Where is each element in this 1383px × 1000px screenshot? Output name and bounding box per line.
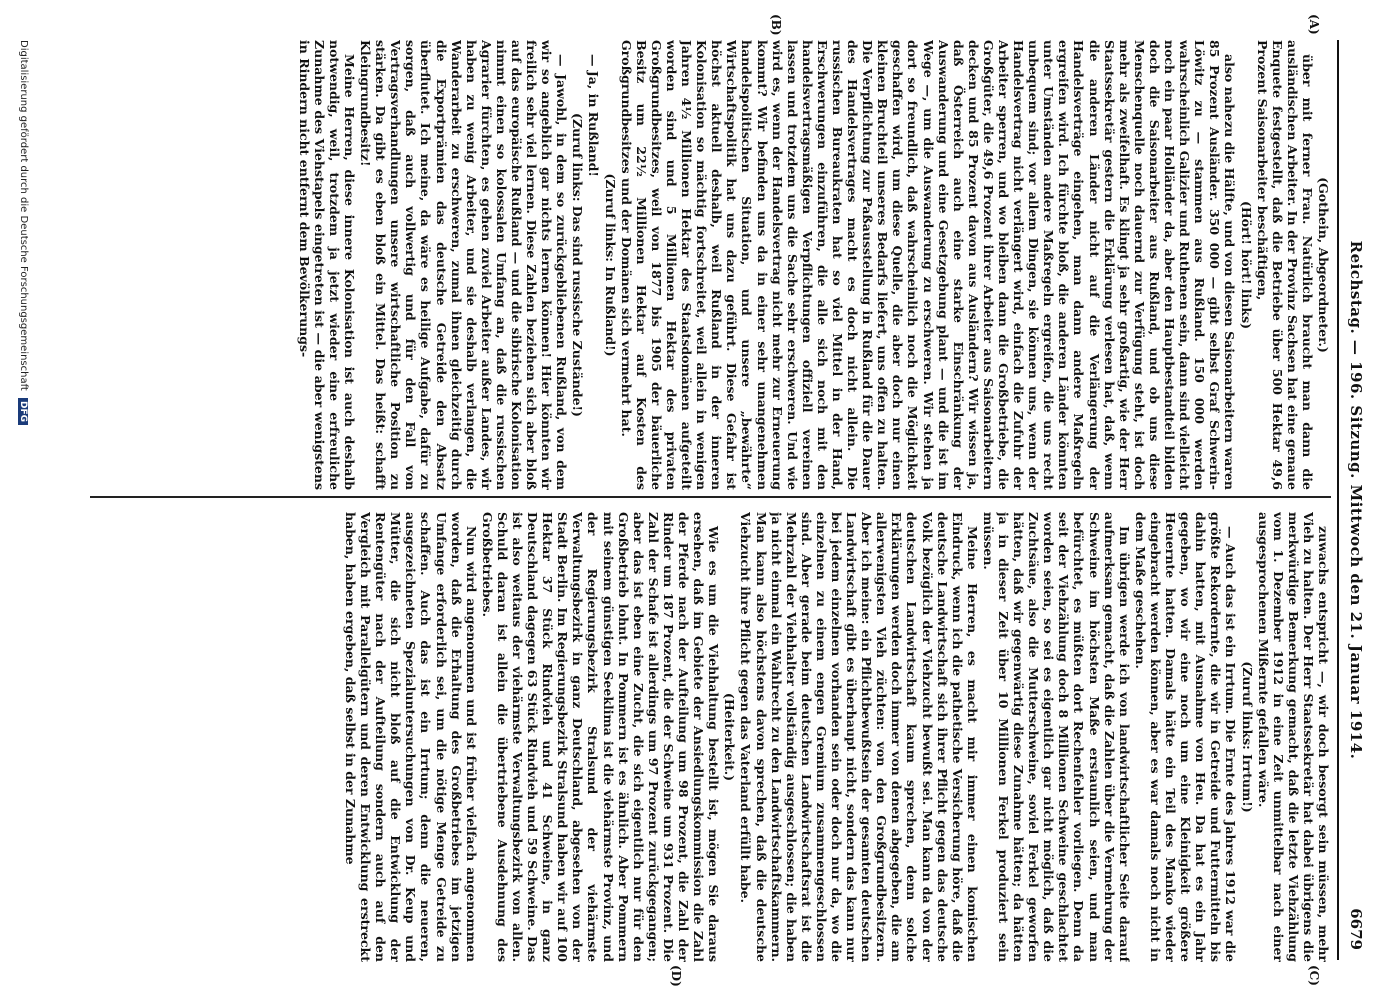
right-text-column — [90, 512, 1331, 962]
interjection: (Heiterkeit.) — [722, 692, 738, 782]
paragraph: Meine Herren, diese innere Kolonisation ist auch deshalb notwendig, weil, trotzdem ja jetzt wieder eine erfreuliche Zunahme des Viehstapels eingetreten ist — die aber wenigstens in Rindern nicht entfernt dem Bevölkerungs- — [296, 40, 357, 490]
left-text-column — [90, 40, 1331, 490]
paragraph: Meine Herren, es macht mir immer einen komischen Eindruck, wenn ich die pathetische Versicherung höre, daß die deutsche Landwirtschaft sich ihrer Pflicht gegen das deutsche Volk bezüglich der Viehzucht bewußt sei. Man kann da von der deutschen Landwirtschaft kaum sprechen, denn solche Erklärungen werden doch immer von denen abgegeben, die am allerwenigsten Vieh züchten: von den Großgrundbesitzern. Aber ich meine: ein Pflichtbewußtsein der gesamten deutschen Landwirtschaft gibt es überhaupt nicht, sondern das kann nur bei jedem einzelnen vorhanden sein oder doch nur da, wo die einzelnen zu einem engen Gremium zusammengeschlossen sind. Aber gerade beim deutschen Landwirtschaftsrat ist die Mehrzahl der Viehhalter vollständig ausgeschlossen; die haben ja nicht einmal ein Wahlrecht zu den Landwirtschaftskammern. Man kann also höchstens davon sprechen, daß die deutsche Viehzucht ihre Pflicht gegen das Vaterland erfüllt habe. — [738, 512, 980, 962]
interjection: (Hört! hört! links) — [1238, 200, 1254, 330]
footer-text: Digitalisierung gefördert durch die Deutsche Forschungsgemeinschaft — [18, 40, 29, 391]
paragraph: — Auch das ist ein Irrtum. Die Ernte des Jahres 1912 war die größte Rekordernte, die wir in Getreide und Futtermitteln bis dahin hatten, mit Ausnahme von Heu. Da hat es ein Jahr gegeben, wo wir eine noch um eine Kleinigkeit größere Heuernte hatten. Damals hätte ein Teil des Manko wieder eingebracht werden können, aber es war damals noch nicht in dem Maße geschehen. — [1132, 512, 1239, 962]
speaker-note: (Gothein, Abgeordneter.) — [1316, 177, 1331, 353]
interjection: (Zuruf links: In Rußland!) — [602, 173, 618, 357]
paragraph: zuwachs entspricht —, wir doch besorgt sein müssen, mehr Vieh zu halten. Der Herr Staatssekretär hat dabei übrigens die merkwürdige Bemerkung gemacht, daß die letzte Viehzählung vom 1. Dezember 1912 in eine Zeit unmittelbar nach einer ausgesprochenen Mißernte gefallen wäre. — [1255, 512, 1331, 962]
header-rule — [1337, 40, 1339, 960]
interjection: (Zuruf links: Das sind russische Zustände!) — [570, 113, 586, 417]
paragraph: Im übrigen werde ich von landwirtschaftlicher Seite darauf aufmerksam gemacht, daß die Zahlen über die Vermehrung der Schweine im höchsten Maße erstaunlich seien, und man befürchtet, es müßten dort Rechenfehler vorliegen. Denn da seit der Viehzählung doch 8 Millionen Schweine geschlachtet worden seien, so sei es eigentlich gar nicht möglich, daß die Zuchtsäue, also die Mutterschweine, soviel Ferkel geworfen hätten, daß wir gegenwärtig diese Zunahme hätten; da hätten ja in dieser Zeit über 10 Millionen Ferkel produziert sein müssen. — [980, 512, 1132, 962]
page-number: 6679 — [1347, 908, 1365, 950]
paragraph: Wie es um die Viehhaltung bestellt ist, mögen Sie daraus ersehen, daß im Gebiete der Ansiedlungskommission die Zahl der Pferde nach der Aufteilung um 98 Prozent, die Zahl der Rinder um 187 Prozent, die der Schweine um 931 Prozent. Die Zahl der Schafe ist allerdings um 97 Prozent zurückgegangen; aber das ist eben eine Zucht, die sich eigentlich nur für den Großbetrieb lohnt. In Pommern ist es ähnlich. Aber Pommern mit seinem günstigen Seeklima ist die viehärmste Provinz, und der Regierungsbezirk Stralsund der viehärmste Verwaltungsbezirk in ganz Deutschland, abgesehen von der Stadt Berlin. Im Regierungsbezirk Stralsund haben wir auf 100 Hektar 37 Stück Rindvieh und 41 Schweine, in ganz Deutschland dagegen 63 Stück Rindvieh und 59 Schweine. Das ist also weitaus der viehärmste Verwaltungsbezirk von allen. Schuld daran ist allein die übertriebene Ausdehnung des Großbetriebes. — [479, 512, 722, 962]
running-header: Reichstag. — 196. Sitzung. Mittwoch den 21. Januar 1914. — [1347, 240, 1365, 760]
paragraph: — Ja, in Rußland! — [586, 54, 602, 177]
paragraph: — Jawohl, in dem so zurückgebliebenen Rußland, von dem wir so angeblich gar nichts lernen können! Hier könnten wir freilich sehr viel lernen. Diese Zahlen beziehen sich aber bloß auf das europäische Rußland — und die sibirische Kolonisation nimmt einen so kolossalen Umfang an, daß die russischen Agrarier fürchten, es gehen zuviel Arbeiter außer Landes, wir haben zu wenig Arbeiter, und sie deshalb verlangen, die Wanderarbeit zu erschweren, zumal ihnen gleichzeitig durch die Exportprämien das deutsche Getreide den Absatz überflutet. Ich meine, da wäre es heilige Aufgabe, dafür zu sorgen, daß auch vollwertig und für den Fall von Vertragsverhandlungen unsere wirtschaftliche Position zu stärken. Da gibt es eben bloß ein Mittel. Das heißt: schafft Kleingrundbesitz! — [358, 40, 570, 490]
paragraph: über mit ferner Frau. Natürlich braucht man dann die ausländischen Arbeiter. In der Provinz Sachsen hat eine genaue Enquete festgestellt, daß die Betriebe über 500 Hektar 49,6 Prozent Saisonarbeiter beschäftigen, — [1254, 40, 1315, 490]
margin-mark-a: (A) — [1307, 14, 1321, 35]
margin-mark-c: (C) — [1307, 965, 1321, 986]
page-header — [1343, 40, 1365, 960]
paragraph: Nun wird angenommen und ist früher vielfach angenommen worden, daß die Erhaltung des Großbetriebes im jetzigen Umfange erforderlich sei, um die nötige Menge Getreide zu schaffen. Auch das ist ein Irrtum; denn die neueren, ausgezeichneten Spezialuntersuchungen von Dr. Keup und Mütter, die sich nicht bloß auf die Entwicklung der Rentengüter nach der Aufteilung sondern auch auf den Vergleich mit Parallelgütern und deren Entwicklung erstreckt haben, haben ergeben, daß selbst in der Zunahme — [343, 512, 479, 962]
dfg-logo-icon: DFG — [18, 398, 28, 425]
paragraph: also nahezu die Hälfte, und von diesen Saisonarbeitern waren 85 Prozent Ausländer. 350 000 — gibt selbst Graf Schwerin-Löwitz zu — stammen aus Rußland. 150 000 werden wahrscheinlich Galizier und Ruthenen sein, dann sind vielleicht noch ein paar Holländer da, aber den Hauptbestandteil bilden doch die Saisonarbeiter aus Rußland, und ob uns diese Menschenquelle noch dauernd zur Verfügung steht, ist doch mehr als zweifelhaft. Es klingt ja sehr großartig, wie der Herr Staatssekretär gestern die Erklärung verlesen hat, daß, wenn die anderen Länder nicht auf die Verlängerung der Handelsverträge eingehen, man dann andere Maßregeln ergreifen wird. Ich fürchte bloß, die anderen Länder könnten unter Umständen andere Maßregeln ergreifen, die uns recht unbequem sind; vor allem Dingen, sie können uns, wenn der Handelsvertrag nicht verlängert wird, einfach die Zufuhr der Arbeiter sperren, und wo bleiben dann die Großbetriebe, die Großgüter, die 49,6 Prozent ihrer Arbeiter aus Saisonarbeitern decken und 85 Prozent davon aus Ausländern? Wir wissen ja, daß Österreich auch eine starke Einschränkung der Auswanderung und eine Gesetzgebung plant — und die ist im Wege —, um die Auswanderung zu erschweren. Wir stehen ja dort so freundlich, daß wahrscheinlich noch die Möglichkeit geschaffen wird, um diese Quelle, die aber doch nur einen kleinen Bruchteil unseres Bedarfs liefert, uns offen zu halten. Die Verpflichtung zur Paßausstellung in Rußland für die Dauer des Handelsvertrages macht es doch nicht allein. Die russischen Bureaukraten hat so viel Mittel in der Hand, Erschwerungen einzuführen, die alle sich noch mit den handelsvertragsmäßigen Verpflichtungen offiziell vereinen lassen und trotzdem uns die Sache sehr erschweren. Und wie wird es, wenn der Handelsvertrag nicht mehr zur Erneuerung kommt? Wir befinden uns da in einer sehr unangenehmen handelspolitischen Situation, und unsere „bewährte“ Wirtschaftspolitik hat uns dazu geführt. Diese Gefahr ist höchst aktuell deshalb, weil Rußland in der inneren Kolonisation so mächtig fortschreitet, weil allein in wenigen Jahren 4½ Millionen Hektar des Staatsdomänen aufgeteilt worden sind und 5 Millionen Hektar des privaten Großgrundbesitzes, weil von 1877 bis 1905 der bäuerliche Besitz um 22½ Millionen Hektar auf Kosten des Großgrundbesitzes und der Domänen sich vermehrt hat. — [618, 40, 1238, 490]
margin-mark-b: (B) — [769, 14, 783, 36]
digitization-footer — [18, 40, 29, 960]
margin-mark-d: (D) — [669, 965, 683, 987]
column-divider — [90, 496, 1331, 498]
interjection: (Zuruf links: Irrtum!) — [1239, 661, 1255, 813]
